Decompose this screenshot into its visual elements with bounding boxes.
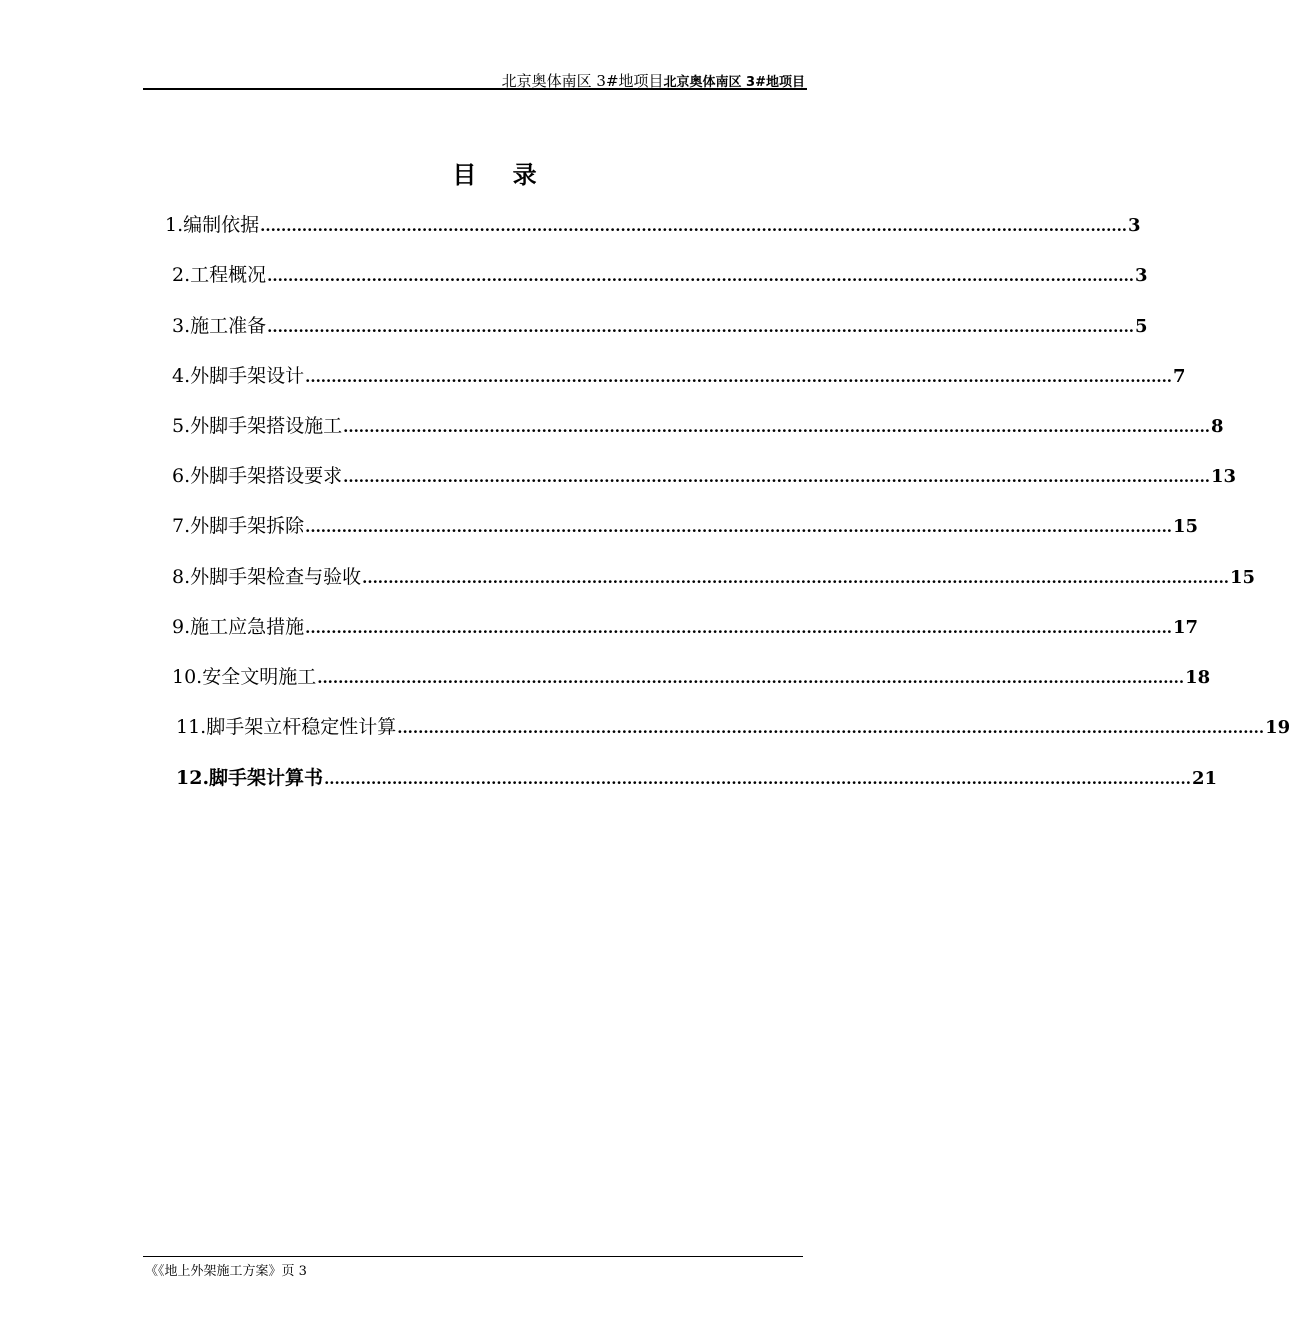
toc-leader: ......................................................................................................................................................................: [305, 619, 1173, 637]
toc-leader: ......................................................................................................................................................................: [324, 770, 1191, 788]
page-footer: 《《地上外架施工方案》页 3: [145, 1264, 307, 1279]
toc-entry-page: 7: [1173, 366, 1186, 387]
toc-leader: ......................................................................................................................................................................: [267, 267, 1135, 285]
toc-entry-label: 1.编制依据: [165, 214, 260, 236]
toc-leader: ......................................................................................................................................................................: [260, 217, 1128, 235]
toc-leader: ......................................................................................................................................................................: [305, 368, 1173, 386]
toc-entry[interactable]: [172, 311, 1148, 338]
toc-leader: ......................................................................................................................................................................: [343, 418, 1211, 436]
toc-entry-page: 5: [1135, 316, 1148, 337]
toc-entry-page: 19: [1265, 717, 1290, 738]
toc-entry[interactable]: [172, 562, 1256, 589]
toc-entry[interactable]: [172, 612, 1199, 639]
toc-entry-label: 2.工程概况: [172, 264, 267, 286]
toc-entry-page: 13: [1211, 466, 1237, 487]
toc-leader: ......................................................................................................................................................................: [317, 669, 1185, 687]
toc-entry-label: 4.外脚手架设计: [172, 365, 305, 387]
toc-entry[interactable]: [172, 662, 1211, 689]
toc-entry-label: 6.外脚手架搭设要求: [172, 465, 343, 487]
toc-entry-page: 18: [1185, 667, 1211, 688]
toc-entry-label: 8.外脚手架检查与验收: [172, 566, 362, 588]
toc-entry[interactable]: [172, 461, 1237, 488]
toc-entry[interactable]: [172, 411, 1224, 438]
toc-entry[interactable]: [172, 361, 1186, 388]
toc-entry-page: 21: [1191, 768, 1218, 789]
footer-divider: [143, 1256, 803, 1257]
toc-leader: ......................................................................................................................................................................: [397, 719, 1265, 737]
toc-entry[interactable]: [172, 260, 1148, 287]
toc-entry-page: 3: [1128, 215, 1141, 236]
toc-entry-label: 7.外脚手架拆除: [172, 515, 305, 537]
toc-entry-page: 8: [1211, 416, 1224, 437]
header-title-bold: 北京奥体南区 3#地项目: [663, 75, 805, 90]
toc-leader: ......................................................................................................................................................................: [362, 569, 1230, 587]
toc-entry-page: 15: [1173, 516, 1199, 537]
toc-entry-page: 15: [1230, 567, 1256, 588]
toc-entry[interactable]: [176, 763, 1218, 790]
toc-title: 目 录: [452, 160, 551, 189]
toc-entry-label: 12.脚手架计算书: [176, 767, 324, 789]
toc-leader: ......................................................................................................................................................................: [305, 518, 1173, 536]
toc-entry-page: 17: [1173, 617, 1199, 638]
header-title: 北京奥体南区 3#地项目: [501, 72, 664, 90]
toc-entry[interactable]: [176, 712, 1290, 739]
toc-entry-label: 5.外脚手架搭设施工: [172, 415, 343, 437]
header-divider: [143, 88, 807, 90]
toc-entry-label: 11.脚手架立杆稳定性计算: [176, 716, 397, 738]
toc-entry-label: 3.施工准备: [172, 315, 267, 337]
toc-entry[interactable]: [172, 511, 1199, 538]
toc-leader: ......................................................................................................................................................................: [267, 318, 1135, 336]
toc-leader: ......................................................................................................................................................................: [343, 468, 1211, 486]
toc-entry-label: 9.施工应急措施: [172, 616, 305, 638]
toc-entry-page: 3: [1135, 265, 1148, 286]
toc-entry-label: 10.安全文明施工: [172, 666, 317, 688]
toc-entry[interactable]: [165, 210, 1141, 237]
